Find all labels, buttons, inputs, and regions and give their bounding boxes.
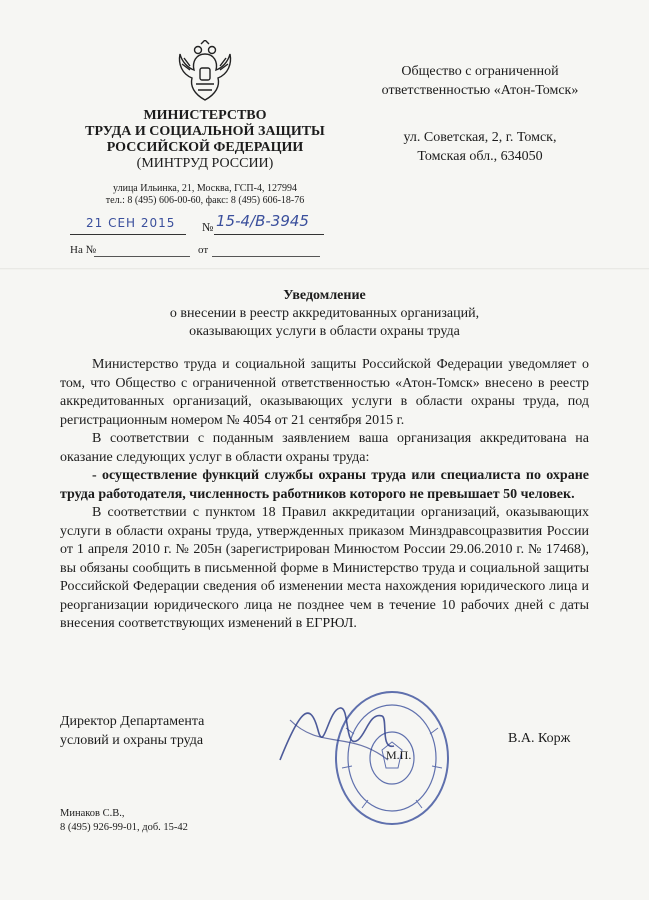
ministry-abbr: (МИНТРУД РОССИИ) <box>136 156 274 171</box>
reply-to-label: На № <box>70 244 97 256</box>
recipient-name-line: ответственностью «Атон-Томск» <box>381 83 579 98</box>
eagle-emblem-icon <box>174 40 236 106</box>
notice-title: Уведомление <box>283 288 366 303</box>
signature-scribble-icon <box>270 690 400 780</box>
ministry-contacts: тел.: 8 (495) 606-00-60, факс: 8 (495) 606-18-76 <box>105 195 305 206</box>
body-paragraph: В соответствии с пунктом 18 Правил аккредитации организаций, оказывающих услуги в области охраны труда, утвержденных приказом Минздравсоцразвития России от 1 апреля 2010 г. № 205н (зарегистрирован Минюстом России 29.06.2010 г. № 17468), вы обязаны сообщить в письменной форме в Министерство труда и социальной защиты Российской Федерации сведения об изменении места нахождения юридического лица и реорганизации юридического лица не позднее чем в течение 10 рабочих дней с даты внесения соответствующих изменений в ЕГРЮЛ. <box>60 505 589 631</box>
ministry-name-line: ТРУДА И СОЦИАЛЬНОЙ ЗАЩИТЫ <box>85 124 325 139</box>
notice-subtitle-line: о внесении в реестр аккредитованных организаций, <box>169 306 480 321</box>
recipient-address-line: ул. Советская, 2, г. Томск, <box>403 130 557 145</box>
signer-position <box>60 712 204 750</box>
ministry-name-line: МИНИСТЕРСТВО <box>143 108 267 123</box>
stamp-place-label: М.П. <box>386 748 412 762</box>
ministry-address: улица Ильинка, 21, Москва, ГСП-4, 127994 <box>113 183 297 194</box>
executor-phone: 8 (495) 926-99-01, доб. 15-42 <box>60 822 188 833</box>
registration-number: 15-4/В-3945 <box>216 212 309 230</box>
reply-date-line <box>212 244 320 257</box>
letter-body <box>60 356 589 634</box>
notice-subtitle <box>60 305 589 341</box>
recipient-address-line: Томская обл., 634050 <box>417 149 543 164</box>
service-item: - осуществление функций службы охраны труда или специалиста по охране труда работодателя, численность работников которого не превышает 50 человек. <box>60 468 589 502</box>
recipient-name <box>380 62 580 100</box>
recipient-name-line: Общество с ограниченной <box>401 64 559 79</box>
executor-info <box>60 807 188 835</box>
recipient-address <box>380 128 580 166</box>
body-paragraph: Министерство труда и социальной защиты Российской Федерации уведомляет о том, что Общество с ограниченной ответственностью «Атон-Томск» внесено в реестр аккредитованных организаций, оказывающих услуги в области охраны труда, под регистрационным номером № 4054 от 21 сентября 2015 г. <box>60 357 589 428</box>
registration-date-stamp: 21 СЕН 2015 <box>86 216 176 230</box>
signer-name: В.А. Корж <box>508 731 571 746</box>
ministry-name-line: РОССИЙСКОЙ ФЕДЕРАЦИИ <box>106 140 304 155</box>
executor-name: Минаков С.В., <box>60 808 125 819</box>
signer-position-line: Директор Департамента <box>60 714 205 729</box>
reply-date-label: от <box>198 244 209 256</box>
ministry-name <box>60 108 350 156</box>
reply-to-line <box>94 244 190 257</box>
notice-subtitle-line: оказывающих услуги в области охраны труда <box>189 324 460 339</box>
body-paragraph: В соответствии с поданным заявлением ваша организация аккредитована на оказание следующих услуг в области охраны труда: <box>60 431 589 465</box>
signer-position-line: условий и охраны труда <box>60 733 204 748</box>
number-label: № <box>202 220 214 234</box>
paper-fold <box>0 268 649 270</box>
